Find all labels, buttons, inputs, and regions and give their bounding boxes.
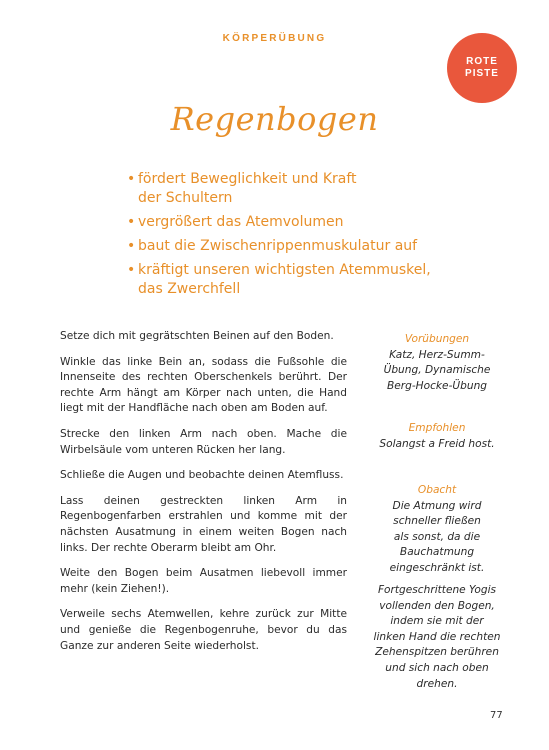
page-number: 77 [490, 710, 503, 721]
bullet-icon: • [127, 262, 136, 278]
caution-text: Die Atmung wird [392, 499, 482, 512]
recommended-text: Solangst a Freid host. [379, 437, 495, 450]
badge-line-2: PISTE [465, 68, 499, 79]
benefit-text: fördert Beweglichkeit und Kraft [138, 171, 357, 187]
instruction-paragraph: Winkle das linke Bein an, sodass die Fußsohle die Innenseite des rechten Oberschenkels berührt. Der rechte Arm hängt am Körper nach unten, die Hand liegt mit der Handfläche nach oben am Boden auf. [60, 355, 347, 415]
benefit-item [127, 170, 457, 208]
caution-text: Bauchatmung [399, 546, 475, 559]
advanced-text: Fortgeschrittene Yogis [377, 584, 497, 596]
advanced-text: indem sie mit der [390, 615, 484, 628]
section-label: KÖRPERÜBUNG [222, 33, 327, 44]
benefit-item [127, 237, 457, 256]
instruction-paragraph: Weite den Bogen beim Ausatmen liebevoll immer mehr (kein Ziehen!). [60, 567, 347, 595]
instructions [60, 329, 347, 664]
instruction-paragraph: Setze dich mit gegrätschten Beinen auf den Boden. [60, 330, 334, 342]
instruction-paragraph: Lass deinen gestreckten linken Arm in Regenbogenfarben erstrahlen und komme mit der nächsten Ausatmung in einem weiten Bogen nach links. Der rechte Oberarm bleibt am Ohr. [60, 494, 347, 554]
caution-text: eingeschränkt ist. [389, 561, 485, 574]
recommended-heading: Empfohlen [408, 422, 466, 434]
prep-text: Katz, Herz-Summ- [389, 348, 485, 361]
prep-text: Berg-Hocke-Übung [386, 379, 488, 392]
caution [366, 483, 508, 577]
benefit-text-continued: das Zwerchfell [138, 281, 241, 297]
recommended [366, 421, 508, 452]
instruction-paragraph: Verweile sechs Atemwellen, kehre zurück zur Mitte und genieße die Regenbogenruhe, bevor du das Ganze zur anderen Seite wiederholst. [60, 608, 347, 652]
benefit-text: kräftigt unseren wichtigsten Atemmuskel, [138, 262, 431, 278]
benefit-text: vergrößert das Atemvolumen [138, 214, 344, 230]
badge-line-1: ROTE [466, 56, 498, 67]
prep-exercises [366, 332, 508, 394]
bullet-icon: • [127, 171, 136, 187]
advanced-text: und sich nach oben [385, 661, 489, 674]
benefit-text: baut die Zwischenrippenmuskulatur auf [138, 238, 418, 254]
page-title: Regenbogen [170, 100, 379, 138]
caution-text: schneller fließen [393, 515, 481, 528]
bullet-icon: • [127, 238, 136, 254]
benefit-item [127, 213, 457, 232]
bullet-icon: • [127, 214, 136, 230]
instruction-paragraph: Schließe die Augen und beobachte deinen Atemfluss. [60, 469, 344, 482]
advanced-text: linken Hand die rechten [373, 630, 501, 643]
advanced-tip [366, 583, 508, 692]
advanced-text: vollenden den Bogen, [379, 599, 495, 612]
prep-heading: Vorübungen [404, 333, 470, 345]
prep-text: Übung, Dynamische [383, 364, 491, 377]
caution-heading: Obacht [417, 484, 457, 496]
instruction-paragraph: Strecke den linken Arm nach oben. Mache die Wirbelsäule vom unteren Rücken her lang. [60, 427, 347, 456]
benefit-text-continued: der Schultern [138, 190, 233, 206]
advanced-text: drehen. [416, 677, 458, 690]
advanced-text: Zehenspitzen berühren [375, 646, 499, 659]
caution-text: als sonst, da die [393, 530, 481, 543]
difficulty-badge [447, 33, 517, 103]
benefit-item [127, 261, 457, 299]
benefits-list [127, 170, 457, 304]
